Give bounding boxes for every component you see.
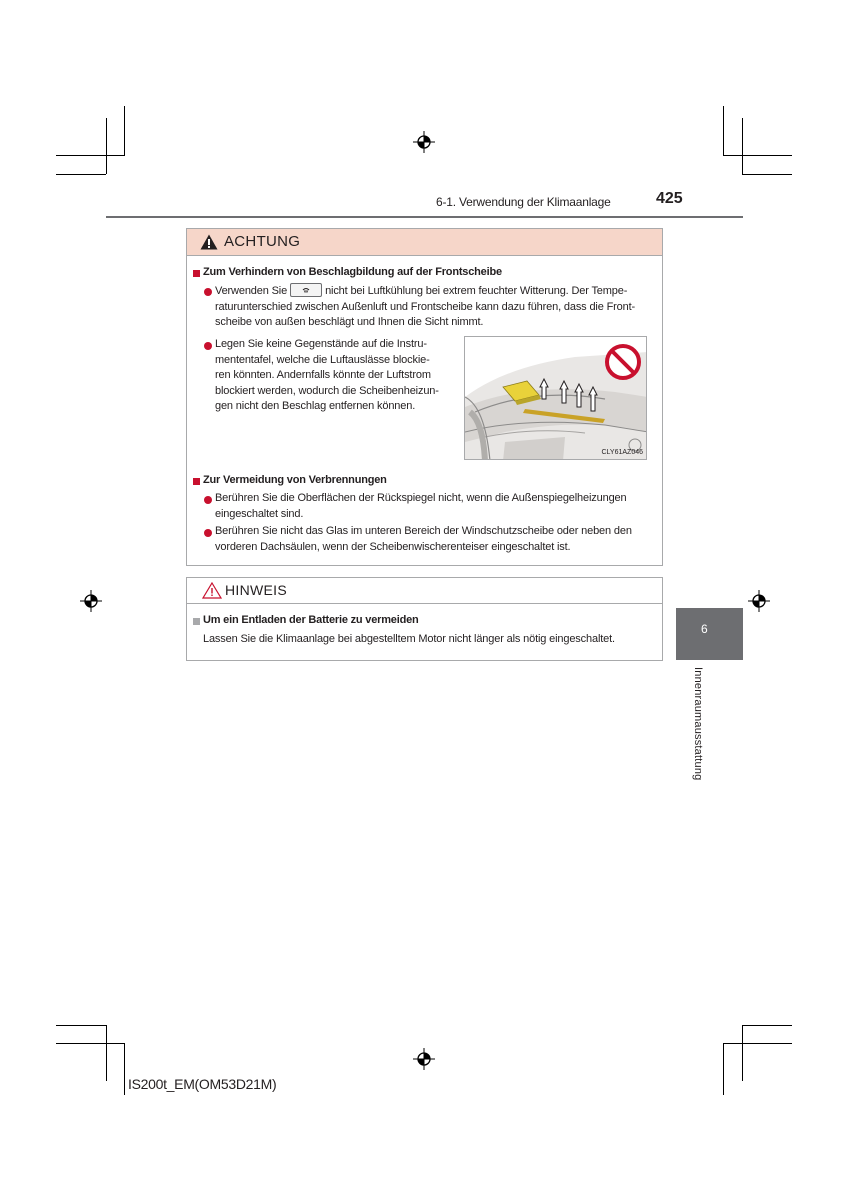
bullet-text: Verwenden Sie nicht bei Luftkühlung bei extrem feuchter Witterung. Der Tempe- raturunterschied zwischen Außenluft und Frontscheibe kann dazu führen, dass die Front- scheibe von außen beschlägt und Ihnen die Sicht nimmt.: [215, 285, 636, 328]
bullet-text: Berühren Sie die Oberflächen der Rückspiegel nicht, wenn die Außenspiegelheizungen eingeschaltet sind.: [215, 492, 627, 520]
section-square-icon: [193, 478, 200, 485]
bullet-icon: [204, 342, 212, 350]
dashboard-illustration: [464, 336, 647, 460]
notice-heading: Um ein Entladen der Batterie zu vermeiden: [203, 614, 419, 626]
registration-mark-right-icon: [748, 590, 770, 612]
caution-title: ACHTUNG: [224, 233, 301, 250]
registration-mark-bottom-icon: [413, 1048, 435, 1070]
chapter-label: Innenraumausstattung: [692, 667, 704, 781]
page-number: 425: [656, 190, 683, 207]
chapter-tab: [676, 608, 743, 660]
defog-button-icon: [290, 283, 322, 297]
notice-box: [186, 577, 663, 661]
warning-triangle-icon: [200, 234, 218, 250]
registration-mark-left-icon: [80, 590, 102, 612]
notice-triangle-icon: [202, 582, 222, 599]
registration-mark-top-icon: [413, 131, 435, 153]
section-square-icon: [193, 270, 200, 277]
dashboard-vents-blocked-icon: [465, 337, 647, 460]
notice-text: Lassen Sie die Klimaanlage bei abgestelltem Motor nicht länger als nötig eingeschaltet.: [203, 633, 615, 645]
bullet-text: Legen Sie keine Gegenstände auf die Instru- mententafel, welche die Luftauslässe blockie- ren könnten. Andernfalls könnte der Luftstrom blockiert werden, wodurch die Scheibenheizun- gen nicht den Beschlag entfernen können.: [215, 338, 439, 412]
document-code: IS200t_EM(OM53D21M): [128, 1076, 277, 1092]
section-heading: Zum Verhindern von Beschlagbildung auf der Frontscheibe: [203, 266, 502, 278]
chapter-number: 6: [701, 622, 708, 636]
bullet-icon: [204, 288, 212, 296]
illustration-code: CLY61AZ046: [601, 449, 643, 456]
header-rule: [106, 216, 743, 218]
notice-title: HINWEIS: [225, 582, 287, 598]
bullet-icon: [204, 496, 212, 504]
notice-header: [187, 578, 662, 604]
section-heading: Zur Vermeidung von Verbrennungen: [203, 474, 387, 486]
section-square-icon: [193, 618, 200, 625]
section-title: 6-1. Verwendung der Klimaanlage: [436, 195, 611, 209]
caution-header: [187, 229, 662, 256]
bullet-text: Berühren Sie nicht das Glas im unteren Bereich der Windschutzscheibe oder neben den vorderen Dachsäulen, wenn der Scheibenwischerenteiser eingeschaltet ist.: [215, 525, 632, 553]
bullet-icon: [204, 529, 212, 537]
